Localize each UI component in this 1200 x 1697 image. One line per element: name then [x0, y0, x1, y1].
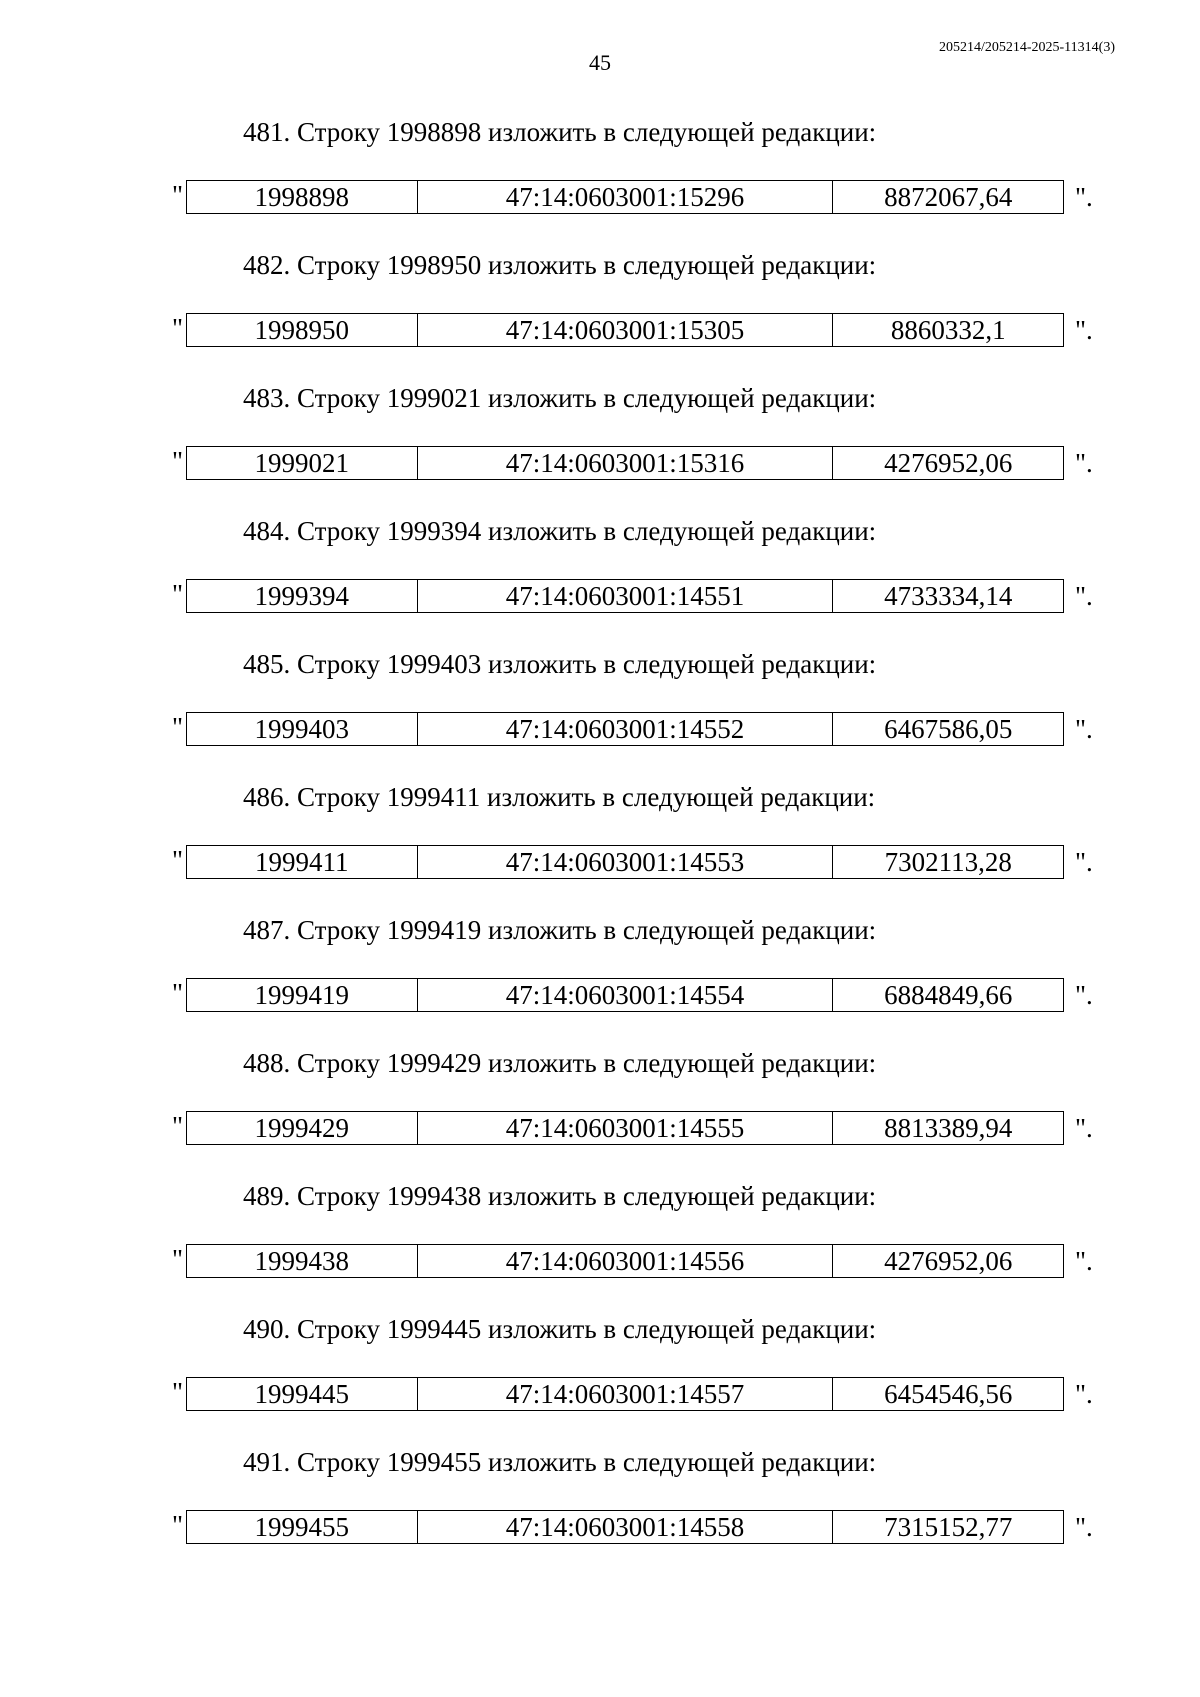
closing-quote: ". — [1075, 182, 1093, 212]
row-number-cell: 1998950 — [187, 314, 418, 347]
value-cell: 4733334,14 — [833, 580, 1064, 613]
cadastral-number-cell: 47:14:0603001:14557 — [417, 1378, 833, 1411]
table-row — [187, 713, 1064, 746]
value-cell: 8872067,64 — [833, 181, 1064, 214]
amendment-instruction: 481. Строку 1998898 изложить в следующей редакции: — [243, 117, 877, 147]
table-row — [187, 1378, 1064, 1411]
amendment-entry — [0, 112, 1200, 245]
amended-row-table — [186, 1510, 1064, 1544]
amendment-entry — [0, 378, 1200, 511]
amendment-instruction: 484. Строку 1999394 изложить в следующей редакции: — [243, 516, 877, 546]
amendment-instruction: 483. Строку 1999021 изложить в следующей редакции: — [243, 383, 877, 413]
opening-quote: " — [172, 313, 184, 343]
value-cell: 7302113,28 — [833, 846, 1064, 879]
amendment-instruction: 487. Строку 1999419 изложить в следующей редакции: — [243, 915, 877, 945]
opening-quote: " — [172, 446, 184, 476]
amendment-entry — [0, 910, 1200, 1043]
table-row — [187, 1112, 1064, 1145]
amendment-entry — [0, 245, 1200, 378]
closing-quote: ". — [1075, 847, 1093, 877]
row-number-cell: 1999445 — [187, 1378, 418, 1411]
page-number: 45 — [589, 50, 611, 75]
closing-quote: ". — [1075, 1113, 1093, 1143]
table-row — [187, 1511, 1064, 1544]
table-row — [187, 846, 1064, 879]
row-number-cell: 1999419 — [187, 979, 418, 1012]
amended-row-table — [186, 1377, 1064, 1411]
row-number-cell: 1999403 — [187, 713, 418, 746]
amendment-entry — [0, 1442, 1200, 1575]
amendment-entry — [0, 1309, 1200, 1442]
amendment-entry — [0, 511, 1200, 644]
row-number-cell: 1999429 — [187, 1112, 418, 1145]
value-cell: 7315152,77 — [833, 1511, 1064, 1544]
cadastral-number-cell: 47:14:0603001:14554 — [417, 979, 833, 1012]
value-cell: 8813389,94 — [833, 1112, 1064, 1145]
row-number-cell: 1999455 — [187, 1511, 418, 1544]
amended-row-table — [186, 313, 1064, 347]
opening-quote: " — [172, 579, 184, 609]
closing-quote: ". — [1075, 315, 1093, 345]
amendment-instruction: 485. Строку 1999403 изложить в следующей редакции: — [243, 649, 877, 679]
amendment-instruction: 489. Строку 1999438 изложить в следующей редакции: — [243, 1181, 877, 1211]
amended-row-table — [186, 845, 1064, 879]
closing-quote: ". — [1075, 1379, 1093, 1409]
opening-quote: " — [172, 1377, 184, 1407]
amendment-entry — [0, 777, 1200, 910]
closing-quote: ". — [1075, 714, 1093, 744]
table-row — [187, 314, 1064, 347]
cadastral-number-cell: 47:14:0603001:15305 — [417, 314, 833, 347]
opening-quote: " — [172, 1111, 184, 1141]
amendment-list — [0, 112, 1200, 1575]
cadastral-number-cell: 47:14:0603001:14551 — [417, 580, 833, 613]
cadastral-number-cell: 47:14:0603001:14558 — [417, 1511, 833, 1544]
opening-quote: " — [172, 180, 184, 210]
table-row — [187, 580, 1064, 613]
opening-quote: " — [172, 978, 184, 1008]
row-number-cell: 1999021 — [187, 447, 418, 480]
table-row — [187, 979, 1064, 1012]
closing-quote: ". — [1075, 980, 1093, 1010]
row-number-cell: 1999394 — [187, 580, 418, 613]
cadastral-number-cell: 47:14:0603001:15296 — [417, 181, 833, 214]
amended-row-table — [186, 712, 1064, 746]
cadastral-number-cell: 47:14:0603001:14552 — [417, 713, 833, 746]
cadastral-number-cell: 47:14:0603001:14556 — [417, 1245, 833, 1278]
amended-row-table — [186, 1111, 1064, 1145]
amended-row-table — [186, 579, 1064, 613]
value-cell: 6884849,66 — [833, 979, 1064, 1012]
opening-quote: " — [172, 845, 184, 875]
row-number-cell: 1998898 — [187, 181, 418, 214]
value-cell: 6454546,56 — [833, 1378, 1064, 1411]
document-id: 205214/205214-2025-11314(3) — [938, 40, 1115, 55]
amendment-instruction: 486. Строку 1999411 изложить в следующей редакции: — [243, 782, 876, 812]
cadastral-number-cell: 47:14:0603001:14553 — [417, 846, 833, 879]
amended-row-table — [186, 1244, 1064, 1278]
cadastral-number-cell: 47:14:0603001:14555 — [417, 1112, 833, 1145]
value-cell: 4276952,06 — [833, 1245, 1064, 1278]
cadastral-number-cell: 47:14:0603001:15316 — [417, 447, 833, 480]
closing-quote: ". — [1075, 1512, 1093, 1542]
closing-quote: ". — [1075, 581, 1093, 611]
amendment-instruction: 491. Строку 1999455 изложить в следующей редакции: — [243, 1447, 877, 1477]
value-cell: 6467586,05 — [833, 713, 1064, 746]
amendment-instruction: 490. Строку 1999445 изложить в следующей редакции: — [243, 1314, 877, 1344]
row-number-cell: 1999438 — [187, 1245, 418, 1278]
amendment-entry — [0, 1176, 1200, 1309]
closing-quote: ". — [1075, 448, 1093, 478]
value-cell: 8860332,1 — [833, 314, 1064, 347]
amended-row-table — [186, 978, 1064, 1012]
amended-row-table — [186, 180, 1064, 214]
amendment-instruction: 482. Строку 1998950 изложить в следующей редакции: — [243, 250, 877, 280]
amendment-entry — [0, 1043, 1200, 1176]
value-cell: 4276952,06 — [833, 447, 1064, 480]
amended-row-table — [186, 446, 1064, 480]
opening-quote: " — [172, 1244, 184, 1274]
closing-quote: ". — [1075, 1246, 1093, 1276]
table-row — [187, 447, 1064, 480]
opening-quote: " — [172, 712, 184, 742]
row-number-cell: 1999411 — [187, 846, 418, 879]
opening-quote: " — [172, 1510, 184, 1540]
table-row — [187, 1245, 1064, 1278]
amendment-entry — [0, 644, 1200, 777]
amendment-instruction: 488. Строку 1999429 изложить в следующей редакции: — [243, 1048, 877, 1078]
table-row — [187, 181, 1064, 214]
